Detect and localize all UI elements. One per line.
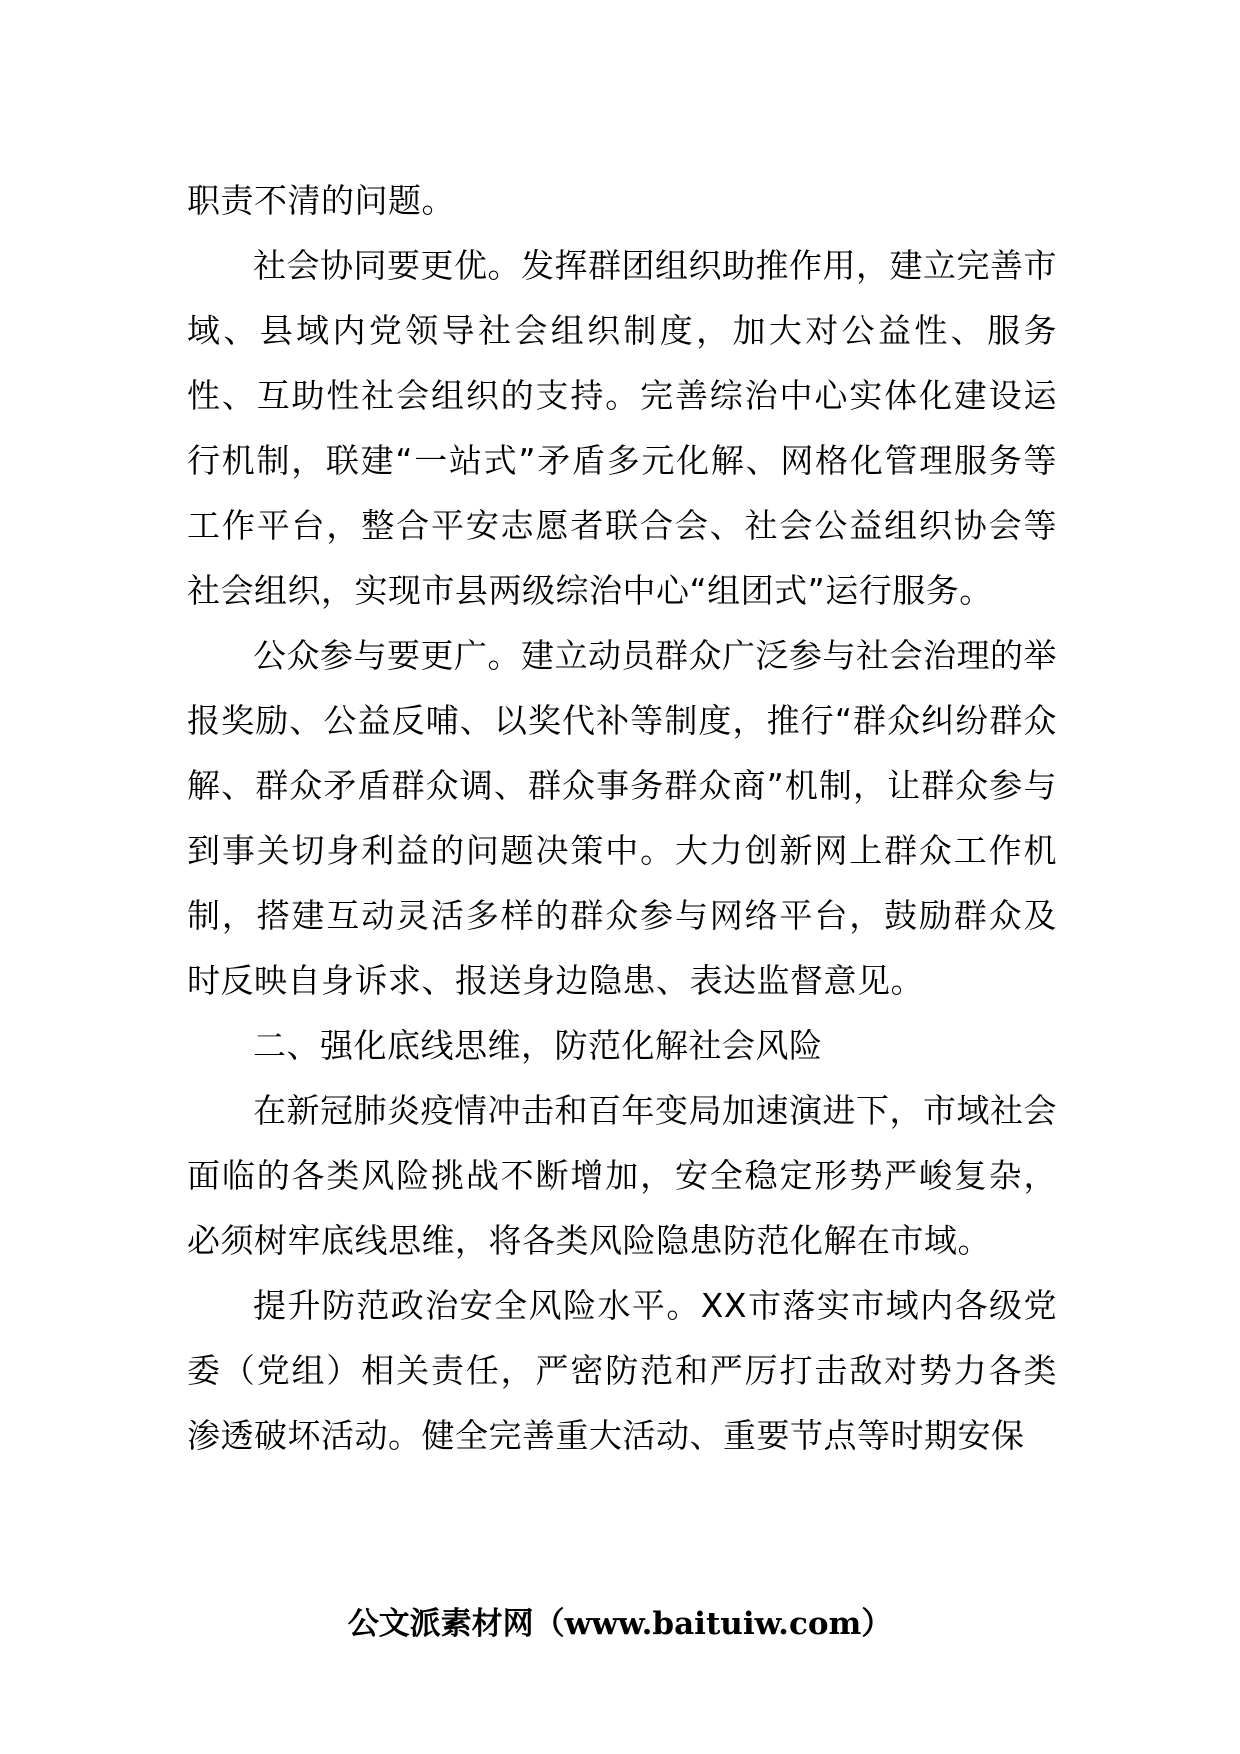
paragraph-social-coordination: 社会协同要更优。发挥群团组织助推作用，建立完善市域、县域内党领导社会组织制度，加大对公益性、服务性、互助性社会组织的支持。完善综治中心实体化建设运行机制，联建“一站式”矛盾多元化解、网格化管理服务等工作平台，整合平安志愿者联合会、社会公益组织协会等社会组织，实现市县两级综治中心“组团式”运行服务。 <box>187 246 1057 610</box>
document-body <box>187 168 1057 1468</box>
paragraph-risk-context: 在新冠肺炎疫情冲击和百年变局加速演进下，市域社会面临的各类风险挑战不断增加，安全稳定形势严峻复杂，必须树牢底线思维，将各类风险隐患防范化解在市域。 <box>187 1091 1057 1260</box>
page-footer: 公文派素材网（www.baituiw.com） <box>347 1606 893 1642</box>
paragraph-public-participation: 公众参与要更广。建立动员群众广泛参与社会治理的举报奖励、公益反哺、以奖代补等制度，推行“群众纠纷群众解、群众矛盾群众调、群众事务群众商”机制，让群众参与到事关切身利益的问题决策中。大力创新网上群众工作机制，搭建互动灵活多样的群众参与网络平台，鼓励群众及时反映自身诉求、报送身边隐患、表达监督意见。 <box>187 636 1057 1000</box>
section-heading: 二、强化底线思维，防范化解社会风险 <box>253 1026 823 1065</box>
paragraph-political-security: 提升防范政治安全风险水平。XX市落实市域内各级党委（党组）相关责任，严密防范和严厉打击敌对势力各类渗透破坏活动。健全完善重大活动、重要节点等时期安保 <box>187 1286 1057 1455</box>
paragraph-continuation: 职责不清的问题。 <box>187 181 455 220</box>
